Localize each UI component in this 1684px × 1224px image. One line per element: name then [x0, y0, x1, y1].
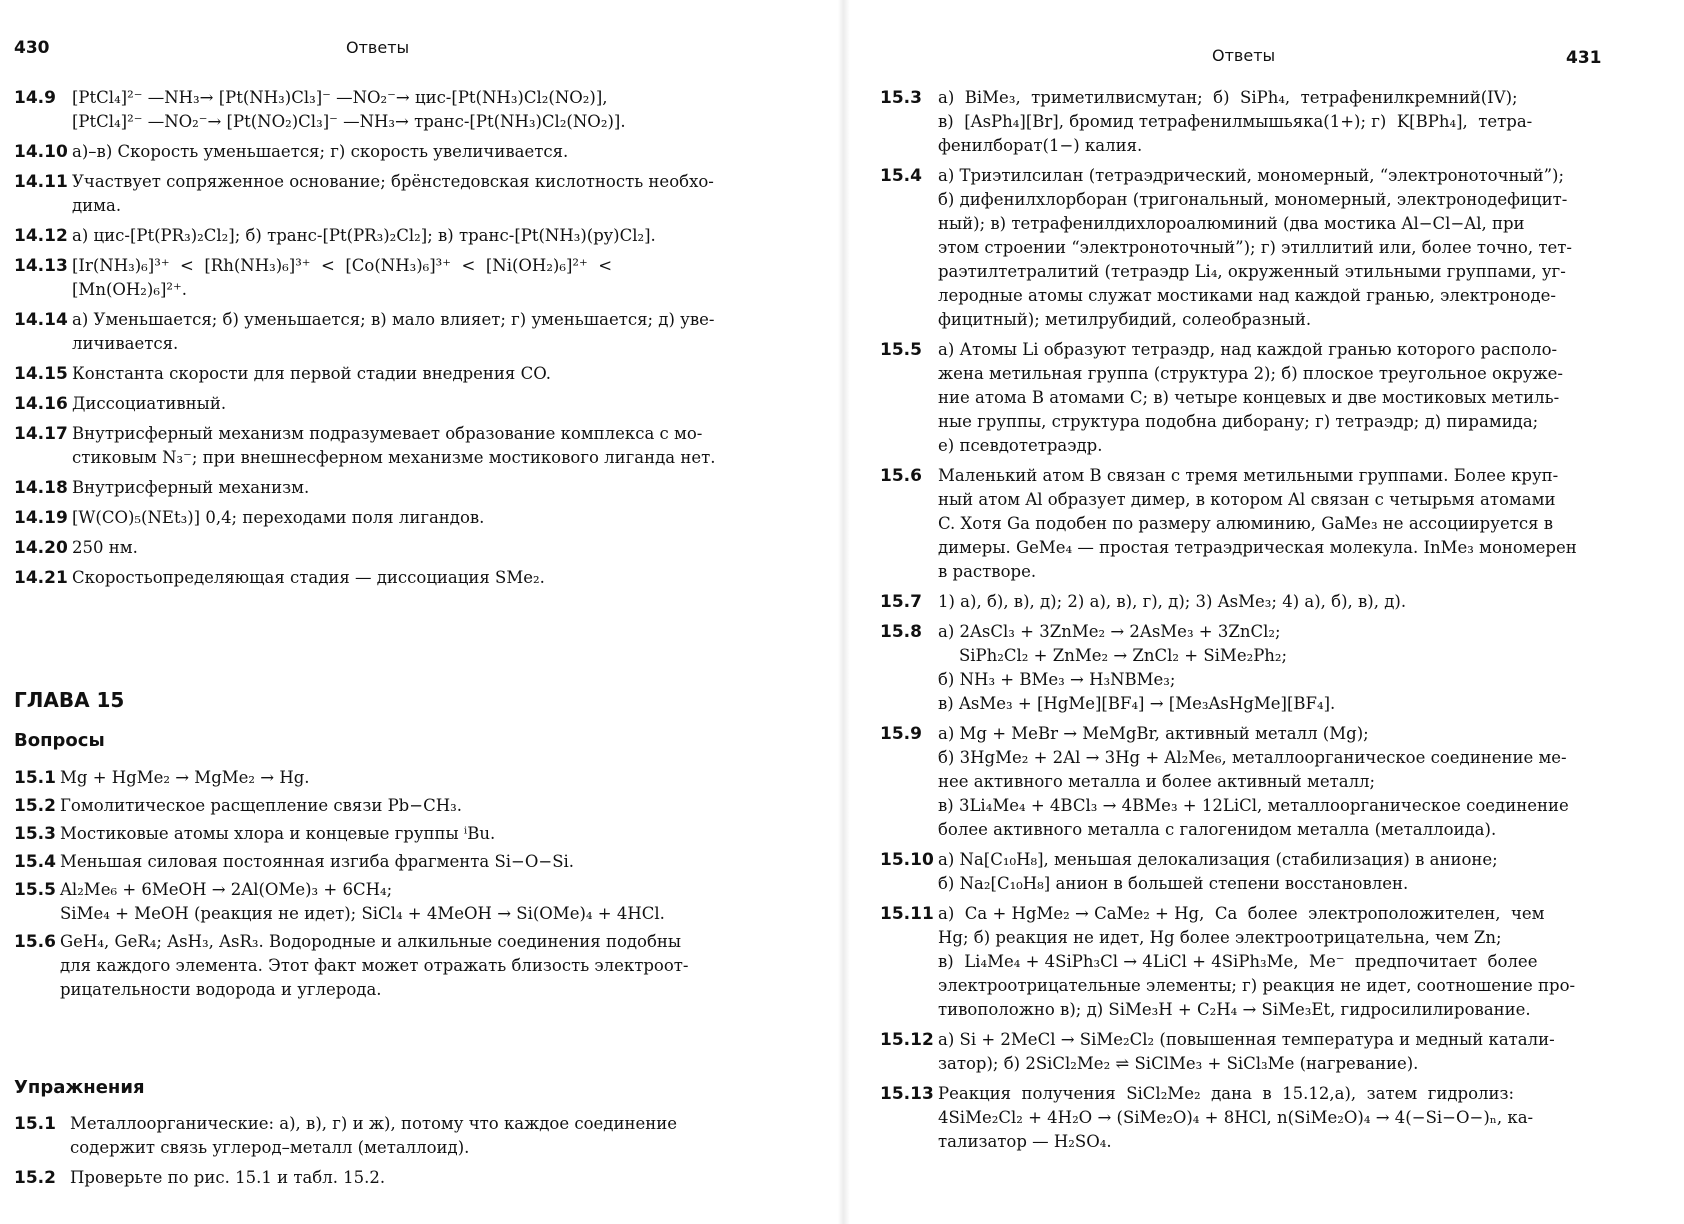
answer-number: 14.14 — [14, 310, 68, 330]
answer-line: личивается. — [72, 334, 179, 353]
answer-line: ные группы, структура подобна диборану; г) тетраэдр; д) пирамида; — [938, 412, 1539, 431]
running-head: Ответы — [1212, 46, 1276, 65]
answer-line: затор); б) 2SiCl₂Me₂ ⇌ SiClMe₃ + SiCl₃Me (нагревание). — [938, 1054, 1419, 1073]
answer-number: 15.6 — [880, 466, 922, 486]
questions-section — [14, 766, 734, 1006]
answer-number: 15.1 — [14, 1114, 56, 1134]
answer-line: тивоположно в); д) SiMe₃H + C₂H₄ → SiMe₃Et, гидросилилирование. — [938, 1000, 1531, 1019]
answer-line: этом строении “электроноточный”); г) этиллитий или, более точно, тет- — [938, 238, 1572, 257]
answer-line: а) цис-[Pt(PR₃)₂Cl₂]; б) транс-[Pt(PR₃)₂Cl₂]; в) транс-[Pt(NH₃)(py)Cl₂]. — [72, 226, 656, 245]
answer-entry — [880, 1028, 1610, 1076]
answer-line: Проверьте по рис. 15.1 и табл. 15.2. — [70, 1168, 386, 1187]
answer-entry — [14, 566, 734, 590]
answer-line: раэтилтетралитий (тетраэдр Li₄, окруженный этильными группами, уг- — [938, 262, 1566, 281]
answer-text — [72, 566, 734, 590]
answer-text — [938, 620, 1610, 716]
answer-line: а) Si + 2MeCl → SiMe₂Cl₂ (повышенная температура и медный катали- — [938, 1030, 1555, 1049]
answer-entry — [14, 822, 734, 846]
answer-line: а) Na[C₁₀H₈], меньшая делокализация (стабилизация) в анионе; — [938, 850, 1498, 869]
answer-line: [Ir(NH₃)₆]³⁺ < [Rh(NH₃)₆]³⁺ < [Co(NH₃)₆]³⁺ < [Ni(OH₂)₆]²⁺ < — [72, 256, 613, 275]
answer-line: жена метильная группа (структура 2); б) плоское треугольное окруже- — [938, 364, 1564, 383]
answer-number: 15.3 — [14, 824, 56, 844]
answer-text — [72, 254, 734, 302]
answer-line: б) дифенилхлорборан (тригональный, мономерный, электронодефицит- — [938, 190, 1568, 209]
answer-number: 15.4 — [880, 166, 922, 186]
answer-line: Внутрисферный механизм подразумевает образование комплекса с мо- — [72, 424, 703, 443]
answer-text — [60, 822, 734, 846]
answer-line: б) 3HgMe₂ + 2Al → 3Hg + Al₂Me₆, металлоорганическое соединение ме- — [938, 748, 1567, 767]
answer-entry — [14, 766, 734, 790]
answer-line: Участвует сопряженное основание; брёнстедовская кислотность необхо- — [72, 172, 714, 191]
answers-chapter-15 — [880, 86, 1610, 1160]
answer-line: а) Mg + MeBr → MeMgBr, активный металл (Mg); — [938, 724, 1369, 743]
answer-number: 15.4 — [14, 852, 56, 872]
answer-entry — [14, 140, 734, 164]
answer-entry — [880, 464, 1610, 584]
answer-number: 15.8 — [880, 622, 922, 642]
answer-number: 15.7 — [880, 592, 922, 612]
answer-number: 15.9 — [880, 724, 922, 744]
answer-line: е) псевдотетраэдр. — [938, 436, 1103, 455]
answer-line: в) 3Li₄Me₄ + 4BCl₃ → 4BMe₃ + 12LiCl, металлоорганическое соединение — [938, 796, 1569, 815]
answer-entry — [14, 506, 734, 530]
answer-number: 15.1 — [14, 768, 56, 788]
answer-entry — [14, 878, 734, 926]
answer-line: Реакция получения SiCl₂Me₂ дана в 15.12,а), затем гидролиз: — [938, 1084, 1515, 1103]
answer-line: рицательности водорода и углерода. — [60, 980, 382, 999]
answer-entry — [14, 86, 734, 134]
answer-text — [938, 338, 1610, 458]
answer-list — [880, 86, 1610, 1154]
answer-text — [938, 164, 1610, 332]
answer-text — [72, 140, 734, 164]
answer-text — [938, 1028, 1610, 1076]
answer-number: 14.20 — [14, 538, 68, 558]
answer-number: 15.12 — [880, 1030, 934, 1050]
answer-line: [PtCl₄]²⁻ —NH₃→ [Pt(NH₃)Cl₃]⁻ —NO₂⁻→ цис-[Pt(NH₃)Cl₂(NO₂)], — [72, 88, 608, 107]
right-page — [870, 0, 1684, 1224]
answer-line: 1) а), б), в), д); 2) а), в), г), д); 3) AsMe₃; 4) а), б), в), д). — [938, 592, 1407, 611]
answer-line: Мостиковые атомы хлора и концевые группы ⁱBu. — [60, 824, 496, 843]
answer-entry — [880, 590, 1610, 614]
answer-line: SiMe₄ + MeOH (реакция не идет); SiCl₄ + 4MeOH → Si(OMe)₄ + 4HCl. — [60, 904, 665, 923]
answer-line: [PtCl₄]²⁻ —NO₂⁻→ [Pt(NO₂)Cl₃]⁻ —NH₃→ транс-[Pt(NH₃)Cl₂(NO₂)]. — [72, 112, 626, 131]
answer-line: а) Триэтилсилан (тетраэдрический, мономерный, “электроноточный”); — [938, 166, 1565, 185]
answer-line: Металлоорганические: а), в), г) и ж), потому что каждое соединение — [70, 1114, 677, 1133]
answer-number: 15.10 — [880, 850, 934, 870]
exercises-section — [14, 1112, 734, 1196]
left-page — [0, 0, 790, 1224]
answer-line: Маленький атом B связан с тремя метильными группами. Более круп- — [938, 466, 1559, 485]
answer-line: 250 нм. — [72, 538, 138, 557]
answer-line: тализатор — H₂SO₄. — [938, 1132, 1112, 1151]
answer-entry — [14, 536, 734, 560]
answer-line: Скоростьопределяющая стадия — диссоциация SMe₂. — [72, 568, 545, 587]
answer-number: 15.13 — [880, 1084, 934, 1104]
answer-number: 15.2 — [14, 1168, 56, 1188]
answer-number: 14.11 — [14, 172, 68, 192]
answer-line: более активного металла с галогенидом металла (металлоида). — [938, 820, 1497, 839]
answer-line: Mg + HgMe₂ → MgMe₂ → Hg. — [60, 768, 310, 787]
answer-entry — [14, 392, 734, 416]
answer-text — [60, 766, 734, 790]
answer-number: 14.21 — [14, 568, 68, 588]
answer-text — [72, 170, 734, 218]
answer-line: а)–в) Скорость уменьшается; г) скорость увеличивается. — [72, 142, 569, 161]
answer-text — [938, 1082, 1610, 1154]
answer-line: ный); в) тетрафенилдихлороалюминий (два мостика Al−Cl−Al, при — [938, 214, 1525, 233]
answer-number: 14.9 — [14, 88, 56, 108]
answer-text — [938, 848, 1610, 896]
answer-text — [60, 930, 734, 1002]
answer-entry — [14, 476, 734, 500]
answer-number: 14.19 — [14, 508, 68, 528]
answer-line: леродные атомы служат мостиками над каждой гранью, электроноде- — [938, 286, 1556, 305]
answer-entry — [880, 848, 1610, 896]
answer-text — [72, 308, 734, 356]
answer-entry — [880, 164, 1610, 332]
answer-entry — [880, 620, 1610, 716]
answer-line: а) 2AsCl₃ + 3ZnMe₂ → 2AsMe₃ + 3ZnCl₂; — [938, 622, 1281, 641]
answer-line: стиковым N₃⁻; при внешнесферном механизме мостикового лиганда нет. — [72, 448, 716, 467]
answer-text — [72, 506, 734, 530]
answer-line: электроотрицательные элементы; г) реакция не идет, соотношение про- — [938, 976, 1576, 995]
book-spine-divider — [838, 0, 850, 1224]
answer-entry — [880, 722, 1610, 842]
answer-entry — [14, 308, 734, 356]
answer-line: димеры. GeMe₄ — простая тетраэдрическая молекула. InMe₃ мономерен — [938, 538, 1577, 557]
answer-line: Внутрисферный механизм. — [72, 478, 310, 497]
answer-text — [72, 536, 734, 560]
running-head: Ответы — [346, 38, 410, 57]
answer-text — [60, 850, 734, 874]
answer-list — [14, 766, 734, 1002]
answer-entry — [14, 254, 734, 302]
answer-line: Меньшая силовая постоянная изгиба фрагмента Si−O−Si. — [60, 852, 575, 871]
answer-text — [72, 86, 734, 134]
answers-chapter-14 — [14, 86, 734, 596]
answer-line: ние атома B атомами C; в) четыре концевых и две мостиковых метиль- — [938, 388, 1560, 407]
answer-entry — [880, 338, 1610, 458]
answer-text — [70, 1112, 734, 1160]
answer-entry — [14, 1166, 734, 1190]
answer-line: [W(CO)₅(NEt₃)] 0,4; переходами поля лигандов. — [72, 508, 485, 527]
answer-line: дима. — [72, 196, 122, 215]
answer-text — [70, 1166, 734, 1190]
answer-line: в растворе. — [938, 562, 1037, 581]
answer-line: для каждого элемента. Этот факт может отражать близость электроот- — [60, 956, 689, 975]
answer-number: 14.16 — [14, 394, 68, 414]
answer-line: б) NH₃ + BMe₃ → H₃NBMe₃; — [938, 670, 1176, 689]
answer-line: 4SiMe₂Cl₂ + 4H₂O → (SiMe₂O)₄ + 8HCl, n(SiMe₂O)₄ → 4(−Si−O−)ₙ, ка- — [938, 1108, 1534, 1127]
answer-entry — [14, 422, 734, 470]
answer-line: фенилборат(1−) калия. — [938, 136, 1143, 155]
answer-line: SiPh₂Cl₂ + ZnMe₂ → ZnCl₂ + SiMe₂Ph₂; — [938, 646, 1288, 665]
answer-line: фицитный); метилрубидий, солеобразный. — [938, 310, 1312, 329]
answer-entry — [14, 1112, 734, 1160]
answer-entry — [14, 170, 734, 218]
answer-number: 14.15 — [14, 364, 68, 384]
answer-number: 14.18 — [14, 478, 68, 498]
answer-number: 14.10 — [14, 142, 68, 162]
answer-list — [14, 1112, 734, 1190]
answer-text — [72, 224, 734, 248]
answer-number: 14.12 — [14, 226, 68, 246]
page-number: 431 — [1566, 48, 1602, 68]
answer-number: 15.2 — [14, 796, 56, 816]
answer-line: Hg; б) реакция не идет, Hg более электроотрицательна, чем Zn; — [938, 928, 1502, 947]
answer-line: а) Ca + HgMe₂ → CaMe₂ + Hg, Ca более электроположителен, чем — [938, 904, 1545, 923]
answer-text — [938, 86, 1610, 158]
answer-line: в) Li₄Me₄ + 4SiPh₃Cl → 4LiCl + 4SiPh₃Me, Me⁻ предпочитает более — [938, 952, 1538, 971]
answer-entry — [14, 224, 734, 248]
answer-list — [14, 86, 734, 590]
answer-line: Константа скорости для первой стадии внедрения CO. — [72, 364, 552, 383]
answer-line: [Mn(OH₂)₆]²⁺. — [72, 280, 187, 299]
page-number: 430 — [14, 38, 50, 58]
answer-text — [938, 722, 1610, 842]
answer-text — [60, 794, 734, 818]
answer-text — [60, 878, 734, 926]
answer-text — [72, 362, 734, 386]
answer-number: 14.13 — [14, 256, 68, 276]
exercises-heading: Упражнения — [14, 1077, 145, 1098]
answer-line: GeH₄, GeR₄; AsH₃, AsR₃. Водородные и алкильные соединения подобны — [60, 932, 682, 951]
answer-line: нее активного металла и более активный металл; — [938, 772, 1376, 791]
answer-text — [72, 422, 734, 470]
answer-line: содержит связь углерод–металл (металлоид). — [70, 1138, 470, 1157]
answer-line: Гомолитическое расщепление связи Pb−CH₃. — [60, 796, 462, 815]
answer-number: 15.6 — [14, 932, 56, 952]
answer-text — [72, 476, 734, 500]
answer-entry — [880, 902, 1610, 1022]
answer-text — [72, 392, 734, 416]
answer-line: ный атом Al образует димер, в котором Al связан с четырьмя атомами — [938, 490, 1556, 509]
answer-line: Al₂Me₆ + 6MeOH → 2Al(OMe)₃ + 6CH₄; — [60, 880, 393, 899]
answer-line: Диссоциативный. — [72, 394, 227, 413]
answer-line: в) AsMe₃ + [HgMe][BF₄] → [Me₃AsHgMe][BF₄]. — [938, 694, 1336, 713]
answer-number: 15.3 — [880, 88, 922, 108]
answer-entry — [14, 850, 734, 874]
answer-line: C. Хотя Ga подобен по размеру алюминию, GaMe₃ не ассоциируется в — [938, 514, 1554, 533]
answer-text — [938, 590, 1610, 614]
answer-line: в) [AsPh₄][Br], бромид тетрафенилмышьяка(1+); г) K[BPh₄], тетра- — [938, 112, 1533, 131]
answer-number: 15.5 — [880, 340, 922, 360]
answer-text — [938, 464, 1610, 584]
answer-number: 14.17 — [14, 424, 68, 444]
answer-line: а) BiMe₃, триметилвисмутан; б) SiPh₄, тетрафенилкремний(IV); — [938, 88, 1518, 107]
answer-line: а) Атомы Li образуют тетраэдр, над каждой гранью которого располо- — [938, 340, 1558, 359]
answer-line: б) Na₂[C₁₀H₈] анион в большей степени восстановлен. — [938, 874, 1409, 893]
answer-entry — [14, 930, 734, 1002]
answer-entry — [14, 362, 734, 386]
chapter-heading: ГЛАВА 15 — [14, 688, 125, 712]
answer-entry — [880, 86, 1610, 158]
answer-line: а) Уменьшается; б) уменьшается; в) мало влияет; г) уменьшается; д) уве- — [72, 310, 715, 329]
answer-entry — [880, 1082, 1610, 1154]
questions-heading: Вопросы — [14, 730, 105, 751]
answer-number: 15.11 — [880, 904, 934, 924]
answer-number: 15.5 — [14, 880, 56, 900]
answer-text — [938, 902, 1610, 1022]
answer-entry — [14, 794, 734, 818]
